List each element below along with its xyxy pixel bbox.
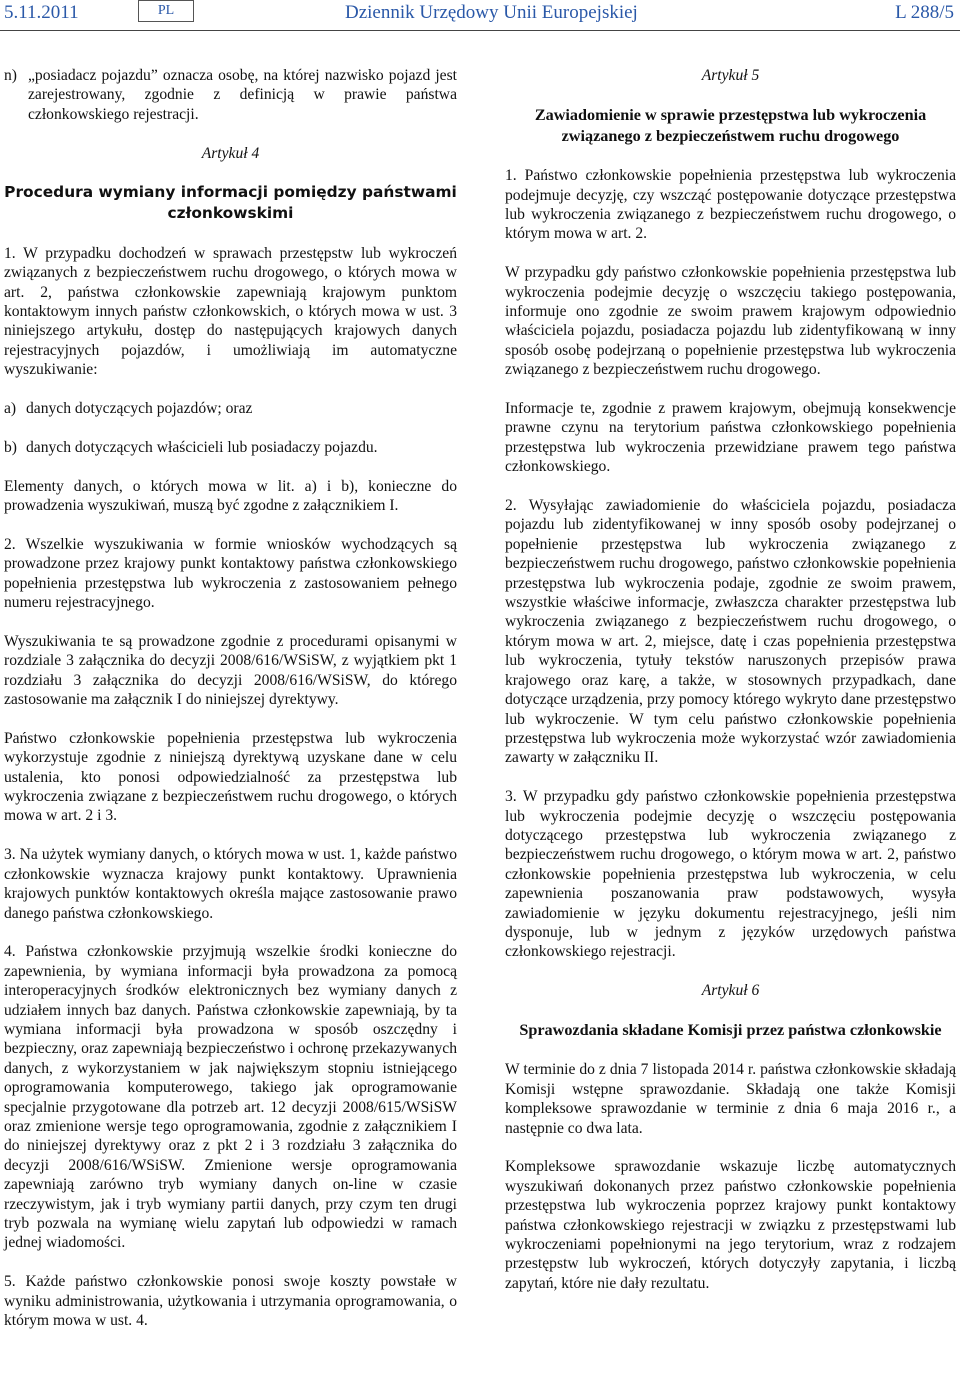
article-4-data-elements: Elementy danych, o których mowa w lit. a) i b), konieczne do prowadzenia wyszukiwań, muszą być zgodne z załącznikiem I. bbox=[4, 477, 457, 515]
article-4-paragraph-2c: Państwo członkowskie popełnienia przestępstwa lub wykroczenia wykorzystuje zgodnie z niniejszą dyrektywą uzyskane dane w celu ustalenia, kto ponosi odpowiedzialność za przestępstwa lub wykroczenia związane z bezpieczeństwem ruchu drogowego, o których mowa w art. 2 i 3. bbox=[4, 729, 457, 825]
article-6-paragraph-1: W terminie do z dnia 7 listopada 2014 r. państwa członkowskie składają Komisji wstępne sprawozdanie. Składają one także Komisji kompleksowe sprawozdanie w terminie z dnia 6 maja 2016 r., a następnie co dwa lata. bbox=[505, 1061, 956, 1137]
list-item-label: a) bbox=[4, 400, 17, 418]
language-badge: PL bbox=[138, 0, 194, 22]
list-item-label: b) bbox=[4, 438, 17, 456]
article-6-title: Sprawozdania składane Komisji przez państwa członkowskie bbox=[519, 1020, 942, 1039]
list-item-text: danych dotyczących właścicieli lub posiadaczy pojazdu. bbox=[26, 438, 378, 456]
article-5-paragraph-1b: W przypadku gdy państwo członkowskie popełnienia przestępstwa lub wykroczenia podejmie decyzję o wszczęciu takiego postępowania, informuje ono zgodnie ze swoim prawem krajowym odpowiednio właściciela pojazdu, posiadacza pojazdu lub zidentyfikowaną w inny sposób osobę podejrzaną o popełnienie przestępstwa lub wykroczenia związanego z bezpieczeństwem ruchu drogowego. bbox=[505, 264, 956, 379]
article-5-paragraph-2: 2. Wysyłając zawiadomienie do właściciela pojazdu, posiadacza pojazdu lub zidentyfikowanej w inny sposób osoby podejrzanej o popełnienie przestępstwa lub wykroczenia związanego z bezpieczeństwem ruchu drogowego, państwo członkowskie popełnienia przestępstwa lub wykroczenia podaje, zgodnie ze swoim prawem, wszystkie właściwe informacje, zwłaszcza charakter przestępstwa lub wykroczenia związanego z bezpieczeństwem ruchu drogowego, o którym mowa w art. 2, miejsce, datę i czas popełnienia przestępstwa lub wykroczenia, tytuły tekstów naruszonych przepisów prawa krajowego oraz karę, a także, w stosownych przypadkach, dane dotyczące urządzenia, przy pomocy którego wykryto dane przestępstwo lub wykroczenie. W tym celu państwo członkowskie popełnienia przestępstwa lub wykroczenia może wykorzystać wzór zawiadomienia zawarty w załączniku II. bbox=[505, 497, 956, 767]
article-4-paragraph-5: 5. Każde państwo członkowskie ponosi swoje koszty powstałe w wyniku administrowania, użytkowania i utrzymania oprogramowania, o którym mowa w ust. 4. bbox=[4, 1273, 457, 1329]
article-6-paragraph-2: Kompleksowe sprawozdanie wskazuje liczbę automatycznych wyszukiwań dokonanych przez państwo członkowskie popełnienia przestępstwa lub wykroczenia poprzez krajowy punkt kontaktowy państwa członkowskiego rejestracji w związku z przestępstwami lub wykroczeniami popełnionymi na jego terytorium, wraz z rodzajem przestępstw lub wykroczeń, których dotyczyły zapytania, i liczbą zapytań, które nie dały rezultatu. bbox=[505, 1158, 956, 1292]
publication-date: 5.11.2011 bbox=[4, 2, 79, 23]
article-5-title: Zawiadomienie w sprawie przestępstwa lub wykroczenia związanego z bezpieczeństwem ruchu drogowego bbox=[534, 105, 927, 145]
page-reference: L 288/5 bbox=[895, 2, 954, 23]
article-4-paragraph-2: 2. Wszelkie wyszukiwania w formie wniosków wychodzących są prowadzone przez krajowy punkt kontaktowy państwa członkowskiego popełnienia przestępstwa lub wykroczenia z zastosowaniem pełnego numeru rejestracyjnego. bbox=[4, 535, 457, 612]
article-4-paragraph-2b: Wyszukiwania te są prowadzone zgodnie z procedurami opisanymi w rozdziale 3 załącznika do decyzji 2008/616/WSiSW, z wyjątkiem pkt 1 rozdziału 3 załącznika do decyzji 2008/616/WSiSW, do którego zastosowanie ma załącznik I do niniejszej dyrektywy. bbox=[4, 632, 457, 709]
left-column bbox=[4, 66, 457, 1350]
page-header bbox=[0, 0, 960, 24]
article-4-paragraph-1: 1. W przypadku dochodzeń w sprawach przestępstw lub wykroczeń związanych z bezpieczeństwem ruchu drogowego, o których mowa w art. 2, państwa członkowskie zapewniają krajowym punktom kontaktowym innych państw członkowskich, o których mowa w ust. 3 niniejszego artykułu, dostęp do następujących krajowych danych rejestracyjnych pojazdów, i umożliwiają im automatyczne wyszukiwanie: bbox=[4, 244, 457, 379]
article-5-paragraph-1c: Informacje te, zgodnie z prawem krajowym, obejmują konsekwencje prawne czynu na terytorium państwa członkowskiego popełnienia przestępstwa lub wykroczenia przewidziane prawem tego państwa członkowskiego. bbox=[505, 400, 956, 476]
article-5-paragraph-1: 1. Państwo członkowskie popełnienia przestępstwa lub wykroczenia podejmuje decyzję, czy wszcząć postępowanie dotyczące przestępstwa lub wykroczenia związanego z bezpieczeństwem ruchu drogowego, o którym mowa w art. 2. bbox=[505, 167, 956, 243]
definition-text: „posiadacz pojazdu” oznacza osobę, na której nazwisko pojazd jest zarejestrowany, zgodnie z definicją w prawie państwa członkowskiego rejestracji. bbox=[28, 67, 457, 123]
article-4-title: Procedura wymiany informacji pomiędzy państwami członkowskimi bbox=[4, 183, 457, 223]
definition-n bbox=[4, 66, 457, 124]
list-item-a bbox=[4, 399, 457, 418]
article-4-number: Artykuł 4 bbox=[201, 144, 260, 162]
journal-title: Dziennik Urzędowy Unii Europejskiej bbox=[345, 2, 638, 23]
right-column bbox=[505, 66, 956, 1313]
definition-label: n) bbox=[4, 67, 17, 84]
header-rule bbox=[0, 30, 960, 31]
article-4-paragraph-4: 4. Państwa członkowskie przyjmują wszelkie środki konieczne do zapewnienia, by wymiana informacji była prowadzona za pomocą interoperacyjnych środków elektronicznych bez wymiany danych z udziałem innych baz danych. Państwa członkowskie zapewniają, by ta wymiana informacji była prowadzona w sposób oszczędny i bezpieczny, oraz zapewniają bezpieczeństwo i ochronę przekazywanych danych, z wykorzystaniem w jak największym stopniu istniejącego oprogramowania komputerowego, takiego jak oprogramowanie specjalnie przygotowane dla potrzeb art. 12 decyzji 2008/615/WSiSW oraz zmienione wersje tego oprogramowania, zgodnie z załącznikiem I do niniejszej dyrektywy oraz z pkt 2 i 3 rozdziału 3 załącznika do decyzji 2008/616/WSiSW. Zmienione wersje oprogramowania zapewniają zarówno tryb wymiany danych on-line w czasie rzeczywistym, jak i tryb wymiany partii danych, przy czym ten drugi tryb pozwala na wymianę wielu zapytań lub odpowiedzi w ramach jednej wiadomości. bbox=[4, 943, 457, 1252]
article-5-paragraph-3: 3. W przypadku gdy państwo członkowskie popełnienia przestępstwa lub wykroczenia podejmie decyzję o wszczęciu postępowania dotyczącego przestępstwa lub wykroczenia związanego z bezpieczeństwem ruchu drogowego, o którym mowa w art. 2, państwo członkowskie popełnienia przestępstwa lub wykroczenia, w celu zapewnienia poszanowania praw podstawowych, wysyła zawiadomienie w języku dokumentu rejestracyjnego, jeśli nim dysponuje, lub w jednym z języków urzędowych państwa członkowskiego rejestracji. bbox=[505, 788, 956, 961]
article-4-paragraph-3: 3. Na użytek wymiany danych, o których mowa w ust. 1, każde państwo członkowskie wyznacza krajowy punkt kontaktowy. Uprawnienia krajowych punktów kontaktowych określa mające zastosowanie prawo danego państwa członkowskiego. bbox=[4, 846, 457, 922]
list-item-b bbox=[4, 438, 457, 457]
list-item-text: danych dotyczących pojazdów; oraz bbox=[26, 400, 253, 418]
article-6-number: Artykuł 6 bbox=[701, 982, 760, 1000]
article-5-number: Artykuł 5 bbox=[701, 67, 760, 84]
